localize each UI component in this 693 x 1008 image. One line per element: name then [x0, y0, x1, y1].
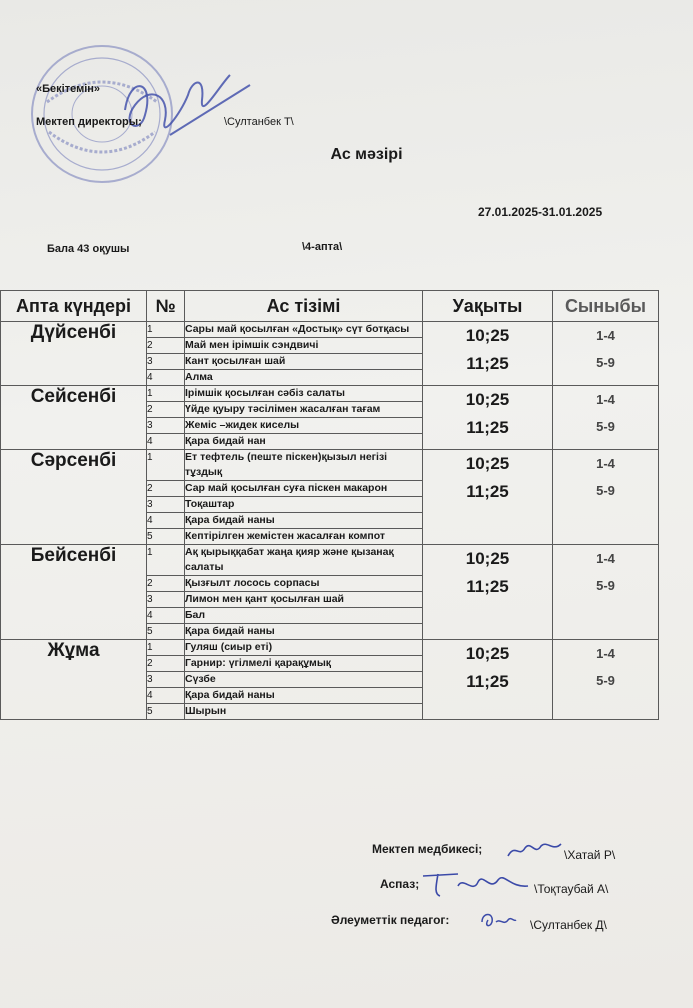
meal-times: [423, 545, 553, 640]
item-number: 3: [147, 354, 185, 370]
approve-label: «Бекітемін»: [36, 83, 101, 95]
dish-name: Сүзбе: [185, 672, 423, 688]
item-number: 2: [147, 576, 185, 592]
grade-range: 1-4: [596, 328, 615, 343]
item-number: 1: [147, 386, 185, 402]
grade-range: 5-9: [596, 483, 615, 498]
table-row: [1, 386, 659, 402]
meal-time: 10;25: [465, 454, 510, 473]
item-number: 4: [147, 513, 185, 529]
meal-time: 11;25: [466, 482, 509, 501]
grade-range: 1-4: [596, 456, 615, 471]
pedagogue-name: \Султанбек Д\: [530, 918, 607, 932]
grade-range: 5-9: [596, 419, 615, 434]
director-name: \Султанбек Т\: [224, 116, 294, 128]
meal-time: 11;25: [466, 672, 509, 691]
item-number: 4: [147, 688, 185, 704]
dish-name: Қара бидай наны: [185, 513, 423, 529]
dish-name: Алма: [185, 370, 423, 386]
item-number: 1: [147, 450, 185, 481]
item-number: 5: [147, 624, 185, 640]
day-name: Жұма: [1, 640, 147, 720]
grade-range: 5-9: [596, 355, 615, 370]
date-range: 27.01.2025-31.01.2025: [478, 205, 603, 219]
cook-signature: [418, 866, 533, 900]
nurse-label: Мектеп медбикесі;: [372, 842, 483, 856]
grade-ranges: [553, 386, 659, 450]
menu-table: [0, 290, 659, 720]
header-days: Апта күндері: [1, 291, 147, 322]
meal-times: [423, 450, 553, 545]
item-number: 3: [147, 672, 185, 688]
item-number: 2: [147, 656, 185, 672]
week-label: \4-апта\: [302, 241, 343, 253]
dish-name: Үйде қуыру тәсілімен жасалған тағам: [185, 402, 423, 418]
table-row: [1, 545, 659, 576]
item-number: 3: [147, 418, 185, 434]
dish-name: Ақ қырыққабат жаңа қияр және қызанақ салаты: [185, 545, 423, 576]
dish-name: Май мен ірімшік сэндвичі: [185, 338, 423, 354]
grade-range: 1-4: [596, 551, 615, 566]
header-grade: Сыныбы: [553, 291, 659, 322]
dish-name: Сары май қосылған «Достық» сүт ботқасы: [185, 322, 423, 338]
cook-label: Аспаз;: [380, 877, 420, 891]
dish-name: Тоқаштар: [185, 497, 423, 513]
meal-time: 10;25: [465, 390, 510, 409]
day-name: Сейсенбі: [1, 386, 147, 450]
grade-range: 5-9: [596, 673, 615, 688]
day-name: Бейсенбі: [1, 545, 147, 640]
director-signature: [110, 55, 260, 155]
dish-name: Лимон мен қант қосылған шай: [185, 592, 423, 608]
item-number: 4: [147, 434, 185, 450]
dish-name: Шырын: [185, 704, 423, 720]
meal-time: 10;25: [465, 644, 510, 663]
grade-ranges: [553, 450, 659, 545]
meal-time: 10;25: [465, 549, 510, 568]
day-name: Сәрсенбі: [1, 450, 147, 545]
meal-time: 11;25: [466, 418, 509, 437]
item-number: 1: [147, 640, 185, 656]
item-number: 4: [147, 608, 185, 624]
item-number: 2: [147, 481, 185, 497]
table-row: [1, 322, 659, 338]
header-dishes: Ас тізімі: [185, 291, 423, 322]
header-time: Уақыты: [423, 291, 553, 322]
dish-name: Бал: [185, 608, 423, 624]
table-header-row: [1, 291, 659, 322]
dish-name: Қара бидай наны: [185, 624, 423, 640]
student-count: Бала 43 оқушы: [47, 243, 130, 255]
item-number: 3: [147, 592, 185, 608]
dish-name: Гарнир: үгілмелі қарақұмық: [185, 656, 423, 672]
grade-range: 1-4: [596, 646, 615, 661]
dish-name: Кант қосылған шай: [185, 354, 423, 370]
item-number: 4: [147, 370, 185, 386]
meal-times: [423, 386, 553, 450]
item-number: 5: [147, 704, 185, 720]
dish-name: Қара бидай наны: [185, 688, 423, 704]
header-number: №: [147, 291, 185, 322]
grade-range: 5-9: [596, 578, 615, 593]
table-row: [1, 640, 659, 656]
item-number: 2: [147, 402, 185, 418]
item-number: 1: [147, 322, 185, 338]
dish-name: Ет тефтель (пеште піскен)қызыл негізі тұздық: [185, 450, 423, 481]
grade-range: 1-4: [596, 392, 615, 407]
meal-time: 10;25: [465, 326, 510, 345]
dish-name: Ірімшік қосылған сәбіз салаты: [185, 386, 423, 402]
item-number: 1: [147, 545, 185, 576]
nurse-name: \Хатай Р\: [564, 848, 616, 862]
meal-times: [423, 640, 553, 720]
item-number: 2: [147, 338, 185, 354]
grade-ranges: [553, 640, 659, 720]
dish-name: Сар май қосылған суға піскен макарон: [185, 481, 423, 497]
pedagogue-label: Әлеуметтік педагог:: [331, 913, 450, 927]
director-label: Мектеп директоры;: [36, 116, 142, 128]
dish-name: Кептірілген жемістен жасалған компот: [185, 529, 423, 545]
cook-name: \Тоқтаубай А\: [534, 882, 609, 896]
grade-ranges: [553, 545, 659, 640]
meal-time: 11;25: [466, 354, 509, 373]
dish-name: Қызғылт лосось сорпасы: [185, 576, 423, 592]
day-name: Дүйсенбі: [1, 322, 147, 386]
table-row: [1, 450, 659, 481]
meal-time: 11;25: [466, 577, 509, 596]
grade-ranges: [553, 322, 659, 386]
pedagogue-signature: [478, 908, 518, 932]
page-title: Ас мәзірі: [330, 146, 403, 163]
item-number: 3: [147, 497, 185, 513]
dish-name: Қара бидай нан: [185, 434, 423, 450]
dish-name: Гуляш (сиыр еті): [185, 640, 423, 656]
meal-times: [423, 322, 553, 386]
dish-name: Жеміс –жидек киселы: [185, 418, 423, 434]
item-number: 5: [147, 529, 185, 545]
nurse-signature: [505, 838, 565, 863]
